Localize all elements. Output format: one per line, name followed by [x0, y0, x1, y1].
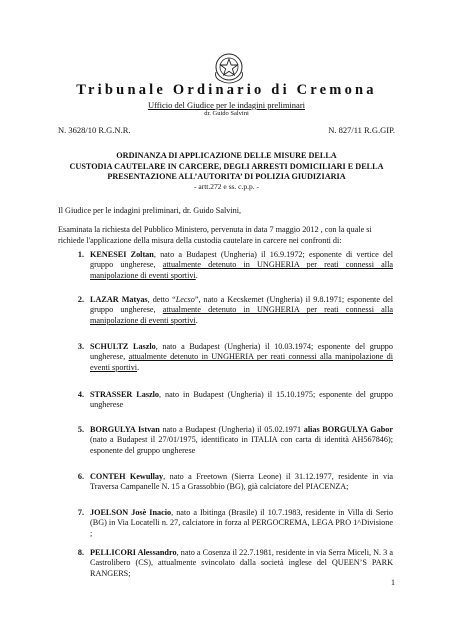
item-number: 8.	[77, 548, 84, 557]
defendant-name: CONTEH Kewullay	[90, 472, 164, 481]
item-text	[90, 295, 393, 326]
item-details: , nato a Cosenza il 22.7.1981, residente in via Serra Miceli, N. 3 a Castrolibero (CS), attualmente svincolato dalla società inglese del QUEEN’S PARK RANGERS;	[90, 548, 393, 578]
item-text	[90, 472, 393, 493]
item-details: , nato in Budapest (Ungheria) il 15.10.1975; esponente del gruppo ungherese	[90, 390, 393, 410]
item-text	[90, 390, 393, 411]
defendant-alias: alias BORGULYA Gabor	[303, 425, 393, 434]
ordinance-articles: - artt.272 e ss. c.p.p. -	[194, 182, 259, 191]
defendant-name: SCHULTZ Laszlo	[90, 342, 156, 351]
item-details: , nato a Budapest (Ungheria) il 10.03.1974; esponente del gruppo ungherese,	[90, 342, 393, 362]
judge-name: dr. Guido Salvini	[204, 110, 249, 117]
item-number: 1.	[77, 250, 84, 259]
item-details: (nato a Budapest il 27/01/1975, identificato in ITALIA con carta di identità AH567846); esponente del gruppo ungherese	[90, 435, 393, 455]
item-text	[90, 425, 393, 456]
ordinance-title	[58, 151, 395, 183]
item-number: 3.	[77, 342, 84, 351]
item-details: , detto “	[147, 295, 176, 304]
office-subtitle: Ufficio del Giudice per le indagini preliminari	[147, 100, 306, 110]
item-details: nato a Budapest (Ungheria) il 05.02.1971	[159, 425, 304, 434]
defendant-alias: Lecso	[175, 295, 195, 304]
detention-note: attualmente detenuto in UNGHERIA per reati connessi alla manipolazione di eventi sportivi	[90, 305, 393, 325]
item-details: , nato a Ibitinga (Brasile) il 10.7.1983, residente in Villa di Serio (BG) in Via Locatelli n. 27, calciatore in forza al PERGOCREMA, LEGA PRO 1^Divisione ;	[90, 508, 393, 538]
item-text	[90, 508, 393, 539]
item-number: 2.	[77, 295, 84, 304]
item-number: 4.	[77, 390, 84, 399]
defendant-name: JOELSON Josè Inacio	[90, 508, 172, 517]
intro-paragraph: Il Giudice per le indagini preliminari, dr. Guido Salvini,	[58, 206, 242, 215]
detention-note: attualmente detenuto in UNGHERIA per reati connessi alla manipolazione di eventi sportivi	[90, 260, 393, 280]
defendant-name: PELLICORI Alessandro	[90, 548, 177, 557]
ordinance-title-line: CUSTODIA CAUTELARE IN CARCERE, DEGLI ARRESTI DOMICILIARI E DELLA	[69, 161, 384, 171]
item-number: 6.	[77, 472, 84, 481]
case-number-rggip: N. 827/11 R.G.GIP.	[328, 125, 395, 135]
case-number-rgnr: N. 3628/10 R.G.N.R.	[58, 125, 131, 135]
ordinance-title-line: ORDINANZA DI APPLICAZIONE DELLE MISURE DELLA	[116, 151, 337, 160]
ordinance-title-line: PRESENTAZIONE ALL’AUTORITA’ DI POLIZIA GIUDIZIARIA	[107, 172, 346, 181]
item-number: 7.	[77, 508, 84, 517]
item-number: 5.	[77, 425, 84, 434]
item-details: , nato a Budapest (Ungheria) il 16.9.1972; esponente di vertice del gruppo ungherese,	[90, 250, 394, 270]
defendant-name: LAZAR Matyas	[90, 295, 148, 304]
item-details: ”, nato a Kecskemet (Ungheria) il 9.8.1971; esponente del gruppo ungherese,	[90, 295, 393, 315]
item-tail: .	[195, 270, 198, 280]
defendant-name: BORGULYA Istvan	[90, 425, 160, 434]
italian-republic-emblem-icon	[211, 50, 247, 86]
defendant-name: KENESEI Zoltan	[90, 250, 154, 259]
item-tail: .	[195, 315, 198, 325]
detention-note: attualmente detenuto in UNGHERIA per reati connessi alla manipolazione di eventi sportivi	[90, 352, 393, 372]
page-number: 1	[391, 578, 395, 587]
defendant-name: STRASSER Laszlo	[90, 390, 160, 399]
item-text	[90, 342, 393, 373]
court-title: Tribunale Ordinario di Cremona	[76, 82, 377, 98]
item-tail: .	[137, 362, 140, 372]
item-text	[90, 250, 393, 281]
request-paragraph: Esaminata la richiesta del Pubblico Ministero, pervenuta in data 7 maggio 2012 , con la quale si richiede l'applicazione della misura della custodia cautelare in carcere nei confronti di:	[58, 225, 372, 245]
item-text	[90, 548, 393, 579]
item-details: , nato a Freetown (Sierra Leone) il 31.12.1977, residente in via Traversa Campanelle N. 15 a Grassobbio (BG), già calciatore del PIACENZA;	[90, 472, 393, 492]
